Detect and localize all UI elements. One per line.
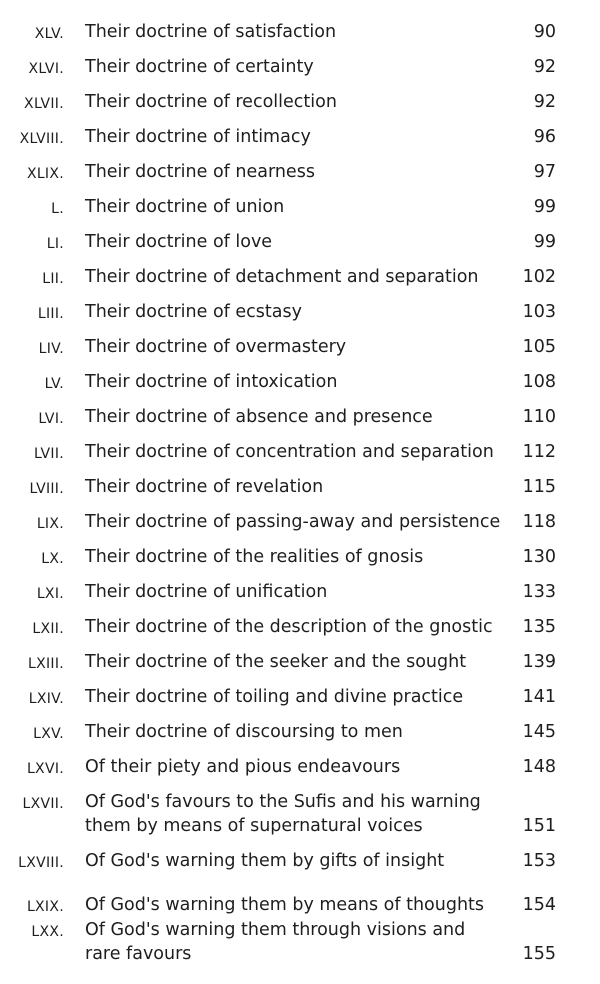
chapter-title	[85, 545, 510, 569]
page-number: 102	[522, 267, 556, 287]
chapter-title-line: Of their piety and pious endeavours	[85, 757, 401, 777]
chapter-number: LVIII.	[29, 481, 64, 497]
page-number: 130	[522, 547, 556, 567]
page-number: 97	[533, 162, 556, 182]
chapter-title	[85, 160, 510, 184]
chapter-number: LXIX.	[26, 899, 64, 915]
chapter-title-line: Their doctrine of absence and presence	[85, 407, 433, 427]
chapter-number: LXX.	[31, 924, 64, 940]
chapter-number: XLVIII.	[19, 131, 64, 147]
page-number: 115	[522, 477, 556, 497]
chapter-number: LXIV.	[28, 691, 64, 707]
chapter-title	[85, 405, 510, 429]
chapter-title-line: Of God's favours to the Sufis and his warning	[85, 792, 481, 812]
page-number: 96	[533, 127, 556, 147]
chapter-title	[85, 300, 510, 324]
chapter-number: LV.	[44, 376, 64, 392]
page-number: 135	[522, 617, 556, 637]
chapter-title	[85, 90, 510, 114]
page-number: 103	[522, 302, 556, 322]
page-number: 148	[522, 757, 556, 777]
page-number: 92	[533, 57, 556, 77]
chapter-title-line: Of God's warning them through visions and	[85, 920, 466, 940]
chapter-title	[85, 55, 510, 79]
chapter-title	[85, 685, 510, 709]
chapter-number: XLVI.	[28, 61, 64, 77]
chapter-title-continuation: them by means of supernatural voices	[85, 816, 423, 836]
chapter-number: LX.	[41, 551, 64, 567]
chapter-title	[85, 230, 510, 254]
chapter-title	[85, 650, 510, 674]
chapter-title	[85, 440, 510, 464]
chapter-title-line: Their doctrine of satisfaction	[85, 22, 337, 42]
chapter-title	[85, 265, 510, 289]
page-number: 141	[522, 687, 556, 707]
chapter-title	[85, 849, 510, 873]
chapter-title	[85, 720, 510, 744]
chapter-number: XLVII.	[24, 96, 64, 112]
chapter-title-continuation: rare favours	[85, 944, 192, 964]
chapter-title	[85, 20, 510, 44]
chapter-title-line: Their doctrine of love	[85, 232, 273, 252]
chapter-title-line: Their doctrine of intoxication	[85, 372, 338, 392]
chapter-number: LII.	[42, 271, 64, 287]
chapter-title	[85, 125, 510, 149]
chapter-title	[85, 790, 510, 838]
chapter-number: LXVII.	[22, 796, 64, 812]
chapter-title-line: Their doctrine of certainty	[85, 57, 314, 77]
chapter-title	[85, 370, 510, 394]
chapter-title-line: Their doctrine of detachment and separation	[85, 267, 479, 287]
chapter-number: LIV.	[38, 341, 64, 357]
chapter-number: LXI.	[36, 586, 64, 602]
chapter-title	[85, 615, 510, 639]
chapter-title-line: Their doctrine of recollection	[85, 92, 337, 112]
chapter-title	[85, 893, 510, 917]
chapter-number: LXII.	[32, 621, 64, 637]
chapter-title-line: Their doctrine of passing-away and persistence	[85, 512, 501, 532]
chapter-title	[85, 755, 510, 779]
chapter-title	[85, 918, 510, 966]
page-number: 99	[533, 232, 556, 252]
chapter-title-line: Their doctrine of ecstasy	[85, 302, 302, 322]
chapter-number: XLIX.	[26, 166, 64, 182]
page-number: 151	[522, 816, 556, 836]
chapter-title	[85, 335, 510, 359]
chapter-title	[85, 195, 510, 219]
chapter-title-line: Of God's warning them by means of thoughts	[85, 895, 485, 915]
chapter-number: XLV.	[34, 26, 64, 42]
chapter-number: LI.	[46, 236, 64, 252]
chapter-number: L.	[51, 201, 64, 217]
chapter-number: LXVIII.	[18, 855, 64, 871]
page-number: 145	[522, 722, 556, 742]
chapter-number: LVI.	[38, 411, 64, 427]
chapter-title-line: Their doctrine of toiling and divine practice	[85, 687, 464, 707]
chapter-title-line: Their doctrine of intimacy	[85, 127, 311, 147]
page-number: 105	[522, 337, 556, 357]
chapter-title-line: Their doctrine of unification	[85, 582, 328, 602]
chapter-number: LVII.	[33, 446, 64, 462]
page-number: 92	[533, 92, 556, 112]
page-number: 99	[533, 197, 556, 217]
chapter-title	[85, 475, 510, 499]
page-number: 133	[522, 582, 556, 602]
page-number: 112	[522, 442, 556, 462]
page-number: 108	[522, 372, 556, 392]
chapter-title-line: Their doctrine of the realities of gnosis	[85, 547, 424, 567]
chapter-number: LXV.	[33, 726, 64, 742]
chapter-title-line: Of God's warning them by gifts of insight	[85, 851, 445, 871]
chapter-title-line: Their doctrine of discoursing to men	[85, 722, 403, 742]
chapter-number: LXVI.	[26, 761, 64, 777]
page-number: 110	[522, 407, 556, 427]
page-number: 155	[522, 944, 556, 964]
chapter-title-line: Their doctrine of concentration and separation	[85, 442, 494, 462]
chapter-number: LXIII.	[27, 656, 64, 672]
page-number: 153	[522, 851, 556, 871]
chapter-title-line: Their doctrine of nearness	[85, 162, 315, 182]
chapter-title-line: Their doctrine of the description of the gnostic	[85, 617, 493, 637]
chapter-title-line: Their doctrine of union	[85, 197, 285, 217]
chapter-title	[85, 580, 510, 604]
chapter-title	[85, 510, 510, 534]
page-number: 154	[522, 895, 556, 915]
chapter-title-line: Their doctrine of revelation	[85, 477, 324, 497]
chapter-title-line: Their doctrine of the seeker and the sought	[85, 652, 467, 672]
chapter-number: LIX.	[36, 516, 64, 532]
page-number: 118	[522, 512, 556, 532]
chapter-title-line: Their doctrine of overmastery	[85, 337, 347, 357]
page-number: 139	[522, 652, 556, 672]
page-number: 90	[533, 22, 556, 42]
chapter-number: LIII.	[37, 306, 64, 322]
